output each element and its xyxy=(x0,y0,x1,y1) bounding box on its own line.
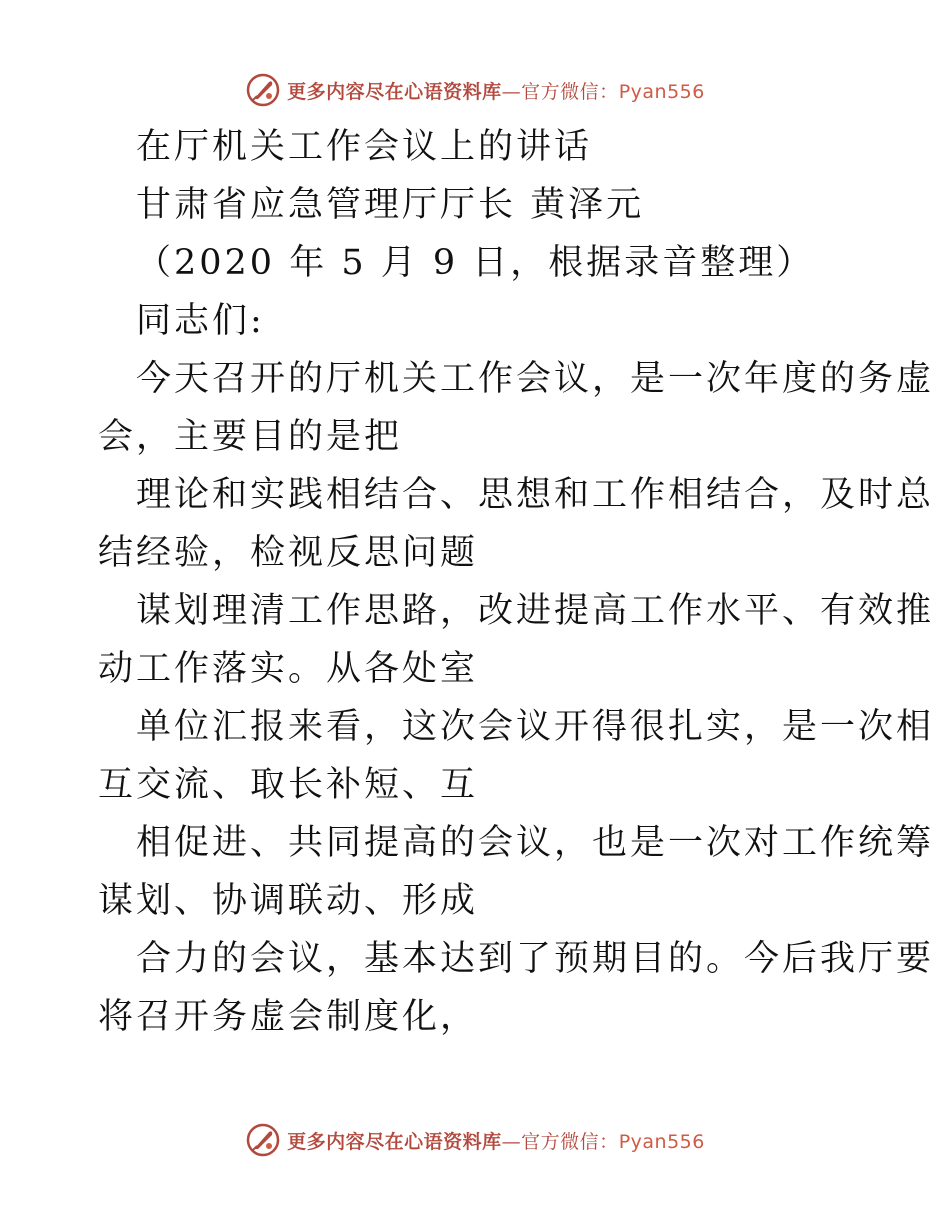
watermark-separator: — xyxy=(501,1130,522,1153)
document-title: 在厅机关工作会议上的讲话 xyxy=(136,127,593,167)
paragraph-line: 互交流、取长补短、互 xyxy=(98,765,479,805)
watermark-banner-bottom xyxy=(0,1118,950,1162)
watermark-text xyxy=(287,77,705,104)
paragraph-line: 将召开务虚会制度化， xyxy=(98,997,479,1037)
quill-pen-circle-icon xyxy=(245,72,281,108)
watermark-brand: 更多内容尽在心语资料库 xyxy=(287,1130,502,1153)
paragraph-line: 谋划理清工作思路，改进提高工作水平、有效推 xyxy=(136,591,935,631)
document-body xyxy=(98,118,935,1046)
watermark-wechat-id: Pyan556 xyxy=(618,80,705,103)
paragraph-line: 今天召开的厅机关工作会议，是一次年度的务虚 xyxy=(136,359,935,399)
watermark-separator: — xyxy=(501,80,522,103)
paragraph-line: 动工作落实。从各处室 xyxy=(98,649,479,689)
paragraph-line: 结经验，检视反思问题 xyxy=(98,533,479,573)
watermark-text xyxy=(287,1127,705,1154)
quill-pen-circle-icon xyxy=(245,1122,281,1158)
watermark-brand: 更多内容尽在心语资料库 xyxy=(287,80,502,103)
paragraph-line: 合力的会议，基本达到了预期目的。今后我厅要 xyxy=(136,939,935,979)
paragraph-line: 会，主要目的是把 xyxy=(98,417,403,457)
paragraph-line: 谋划、协调联动、形成 xyxy=(98,881,479,921)
document-date-note: （2020 年 5 月 9 日，根据录音整理） xyxy=(136,243,815,283)
paragraph-line: 理论和实践相结合、思想和工作相结合，及时总 xyxy=(136,475,935,515)
watermark-wechat-label: 官方微信： xyxy=(521,80,619,103)
watermark-wechat-label: 官方微信： xyxy=(521,1130,619,1153)
paragraph-line: 相促进、共同提高的会议，也是一次对工作统筹 xyxy=(136,823,935,863)
paragraph-line: 单位汇报来看，这次会议开得很扎实，是一次相 xyxy=(136,707,935,747)
watermark-banner-top xyxy=(0,68,950,112)
document-salutation: 同志们: xyxy=(136,301,265,341)
watermark-wechat-id: Pyan556 xyxy=(618,1130,705,1153)
document-speaker: 甘肃省应急管理厅厅长 黄泽元 xyxy=(136,185,645,225)
